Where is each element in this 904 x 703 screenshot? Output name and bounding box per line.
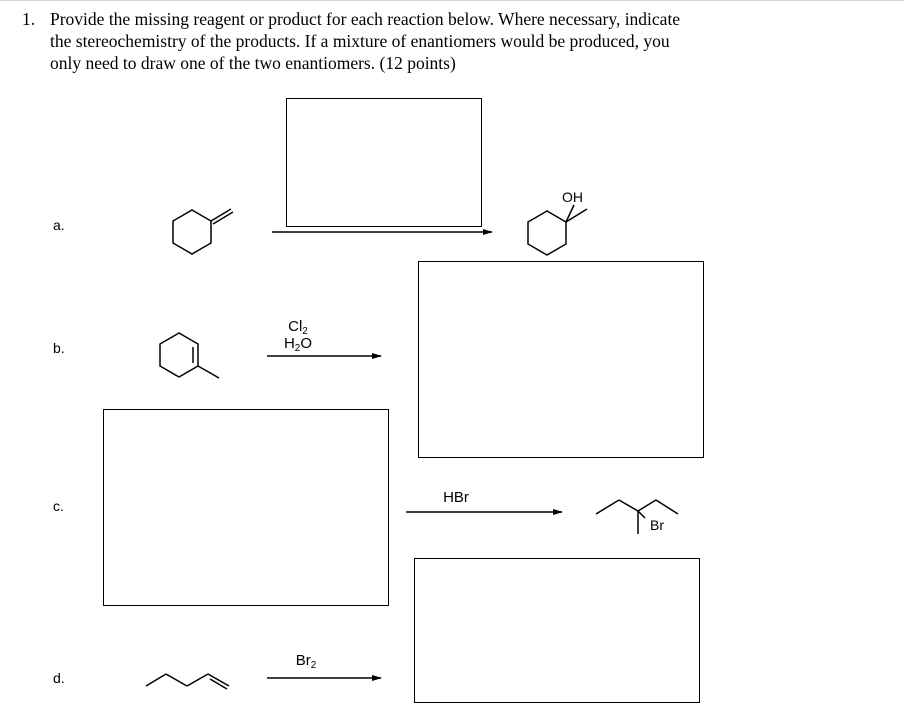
reagent-b-o: O bbox=[300, 335, 313, 352]
question-line-2: the stereochemistry of the products. If a mixture of enantiomers would be produced, you bbox=[50, 31, 670, 51]
part-b-label: b. bbox=[53, 340, 65, 356]
question-number: 1. bbox=[22, 9, 36, 29]
reagent-d-br: Br bbox=[295, 652, 311, 669]
structure-b-reactant bbox=[160, 333, 219, 378]
product-a-oh: OH bbox=[562, 189, 583, 205]
structure-c-product bbox=[596, 500, 678, 534]
product-c-br: Br bbox=[650, 517, 664, 533]
part-d-label: d. bbox=[53, 670, 65, 686]
reagent-d-br-sub: 2 bbox=[310, 660, 317, 671]
structure-a-reactant bbox=[173, 209, 233, 254]
reagent-b-cl-sub: 2 bbox=[302, 326, 308, 337]
reagent-b-h-sub: 2 bbox=[294, 343, 301, 354]
structure-a-product bbox=[528, 205, 587, 255]
reagent-b-cl: Cl bbox=[288, 318, 303, 335]
question-line-1: Provide the missing reagent or product for each reaction below. Where necessary, indicate bbox=[50, 9, 681, 29]
part-c-label: c. bbox=[53, 498, 64, 514]
reagent-b-h: H bbox=[283, 335, 295, 352]
part-a-label: a. bbox=[53, 217, 65, 233]
reagent-c: HBr bbox=[443, 489, 469, 506]
structure-d-reactant bbox=[146, 674, 229, 689]
question-line-3: only need to draw one of the two enantiomers. (12 points) bbox=[50, 53, 456, 73]
